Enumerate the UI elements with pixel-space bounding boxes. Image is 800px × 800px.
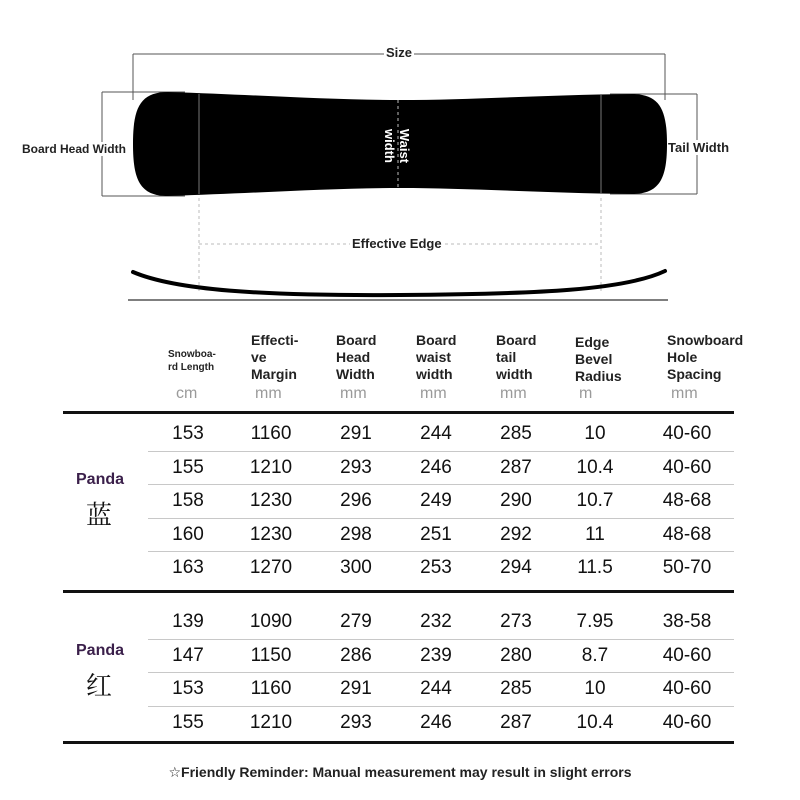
table-cell: 10 bbox=[584, 423, 606, 444]
table-cell: 286 bbox=[340, 644, 372, 666]
table-cell: 7.95 bbox=[576, 611, 614, 632]
header-col-2-line2: Head bbox=[336, 349, 371, 365]
header-col-6 bbox=[667, 332, 743, 383]
table-cell: 246 bbox=[420, 456, 452, 478]
table-cell: 285 bbox=[500, 678, 532, 699]
table-cell: 251 bbox=[420, 523, 452, 545]
table-cell: 11.5 bbox=[577, 557, 613, 578]
table-cell: 10.7 bbox=[576, 490, 614, 511]
table-cell: 290 bbox=[500, 490, 532, 511]
table-cell: 292 bbox=[500, 523, 532, 545]
table-cell: 296 bbox=[340, 490, 372, 511]
table-cell: 244 bbox=[420, 678, 452, 699]
table-cell: 1230 bbox=[249, 523, 293, 545]
table-cell: 40-60 bbox=[662, 456, 712, 478]
table-cell: 1150 bbox=[250, 644, 292, 666]
header-col-5-line3: Radius bbox=[575, 368, 622, 384]
table-cell: 160 bbox=[172, 523, 204, 545]
snowboard-diagram bbox=[0, 0, 800, 310]
table-cell: 10.4 bbox=[576, 456, 614, 478]
table-cell: 40-60 bbox=[662, 423, 712, 444]
header-col-2-line3: Width bbox=[336, 366, 375, 382]
header-col-3-line2: waist bbox=[416, 349, 452, 365]
header-col-1-line1: Effecti- bbox=[251, 332, 299, 348]
group-variant-0: 蓝 bbox=[86, 500, 113, 531]
row-divider bbox=[148, 518, 734, 519]
table-cell: 232 bbox=[420, 611, 452, 632]
table-cell: 48-68 bbox=[662, 490, 712, 511]
header-col-4-line3: width bbox=[496, 366, 533, 382]
header-col-6-line3: Spacing bbox=[667, 366, 722, 382]
header-col-0-line2: rd Length bbox=[168, 362, 215, 373]
table-cell: 298 bbox=[340, 523, 372, 545]
row-divider bbox=[148, 484, 734, 485]
table-cell: 285 bbox=[500, 423, 532, 444]
group-name-1: Panda bbox=[76, 642, 125, 659]
row-divider bbox=[148, 639, 734, 640]
table-cell: 1090 bbox=[249, 611, 293, 632]
table-cell: 293 bbox=[340, 456, 372, 478]
row-divider bbox=[148, 672, 734, 673]
table-cell: 40-60 bbox=[662, 711, 712, 733]
table-cell: 1160 bbox=[250, 423, 292, 444]
effective-edge-label: Effective Edge bbox=[352, 236, 442, 251]
table-cell: 10.4 bbox=[576, 711, 614, 733]
table-cell: 287 bbox=[500, 711, 532, 733]
table-cell: 253 bbox=[420, 557, 452, 578]
table-cell: 1270 bbox=[249, 557, 293, 578]
table-cell: 40-60 bbox=[662, 678, 712, 699]
group-bottom-rule-0 bbox=[63, 590, 734, 593]
waist-width-label bbox=[360, 123, 412, 169]
header-col-4 bbox=[496, 332, 536, 383]
table-cell: 139 bbox=[172, 611, 204, 632]
table-cell: 1230 bbox=[249, 490, 293, 511]
head-width-label: Board Head Width bbox=[22, 142, 126, 156]
header-unit-2: mm bbox=[340, 385, 367, 402]
header-col-3 bbox=[416, 332, 456, 383]
header-col-1-line2: ve bbox=[251, 349, 267, 365]
table-cell: 50-70 bbox=[662, 557, 712, 578]
header-col-5 bbox=[575, 334, 622, 385]
header-col-1 bbox=[251, 332, 298, 383]
table-cell: 246 bbox=[420, 711, 452, 733]
header-col-6-line1: Snowboard bbox=[667, 332, 744, 348]
header-col-6-line2: Hole bbox=[667, 349, 698, 365]
row-divider bbox=[148, 451, 734, 452]
table-cell: 287 bbox=[500, 456, 532, 478]
table-cell: 153 bbox=[172, 678, 204, 699]
header-col-4-line1: Board bbox=[496, 332, 537, 348]
table-cell: 155 bbox=[172, 711, 204, 733]
table-cell: 153 bbox=[172, 423, 204, 444]
table-cell: 48-68 bbox=[662, 523, 712, 545]
header-col-3-line1: Board bbox=[416, 332, 457, 348]
table-cell: 300 bbox=[340, 557, 372, 578]
table-cell: 294 bbox=[500, 557, 532, 578]
header-col-5-line1: Edge bbox=[575, 334, 610, 350]
header-unit-5: m bbox=[579, 385, 593, 402]
header-col-3-line3: width bbox=[416, 366, 453, 382]
size-label: Size bbox=[386, 45, 413, 60]
table-cell: 279 bbox=[340, 611, 372, 632]
header-col-2 bbox=[336, 332, 376, 383]
table-cell: 40-60 bbox=[662, 644, 712, 666]
table-cell: 38-58 bbox=[662, 611, 712, 632]
table-cell: 8.7 bbox=[581, 644, 609, 666]
table-cell: 1210 bbox=[249, 456, 293, 478]
friendly-reminder: ☆Friendly Reminder: Manual measurement may result in slight errors bbox=[168, 764, 632, 780]
table-cell: 291 bbox=[340, 678, 372, 699]
table-cell: 244 bbox=[420, 423, 452, 444]
row-divider bbox=[148, 551, 734, 552]
board-side-profile bbox=[133, 271, 665, 295]
table-cell: 1160 bbox=[250, 678, 292, 699]
header-col-5-line2: Bevel bbox=[575, 351, 613, 367]
group-bottom-rule-1 bbox=[63, 741, 734, 744]
table-cell: 10 bbox=[584, 678, 606, 699]
table-cell: 158 bbox=[172, 490, 204, 511]
header-unit-1: mm bbox=[255, 385, 282, 402]
header-unit-3: mm bbox=[420, 385, 447, 402]
group-variant-1: 红 bbox=[86, 672, 113, 702]
tail-width-label: Tail Width bbox=[668, 140, 730, 155]
table-top-rule bbox=[63, 411, 734, 414]
row-divider bbox=[148, 706, 734, 707]
header-unit-4: mm bbox=[500, 385, 527, 402]
table-cell: 163 bbox=[172, 557, 204, 578]
table-cell: 147 bbox=[172, 644, 204, 666]
header-col-4-line2: tail bbox=[496, 349, 517, 365]
header-col-0 bbox=[168, 348, 216, 374]
header-unit-0: cm bbox=[176, 385, 198, 402]
waist-label-line2: width bbox=[382, 129, 397, 163]
table-cell: 273 bbox=[500, 611, 532, 632]
table-cell: 293 bbox=[340, 711, 372, 733]
table-cell: 280 bbox=[500, 644, 532, 666]
table-cell: 11 bbox=[585, 523, 605, 545]
table-cell: 1210 bbox=[249, 711, 293, 733]
table-cell: 239 bbox=[420, 644, 452, 666]
waist-label-line1: Waist bbox=[397, 128, 412, 164]
header-col-2-line1: Board bbox=[336, 332, 377, 348]
table-cell: 155 bbox=[172, 456, 204, 478]
header-col-0-line1: Snowboa- bbox=[168, 349, 216, 360]
table-cell: 291 bbox=[340, 423, 372, 444]
header-unit-6: mm bbox=[671, 385, 698, 402]
group-name-0: Panda bbox=[76, 470, 125, 488]
header-col-1-line3: Margin bbox=[251, 366, 297, 382]
table-cell: 249 bbox=[420, 490, 452, 511]
